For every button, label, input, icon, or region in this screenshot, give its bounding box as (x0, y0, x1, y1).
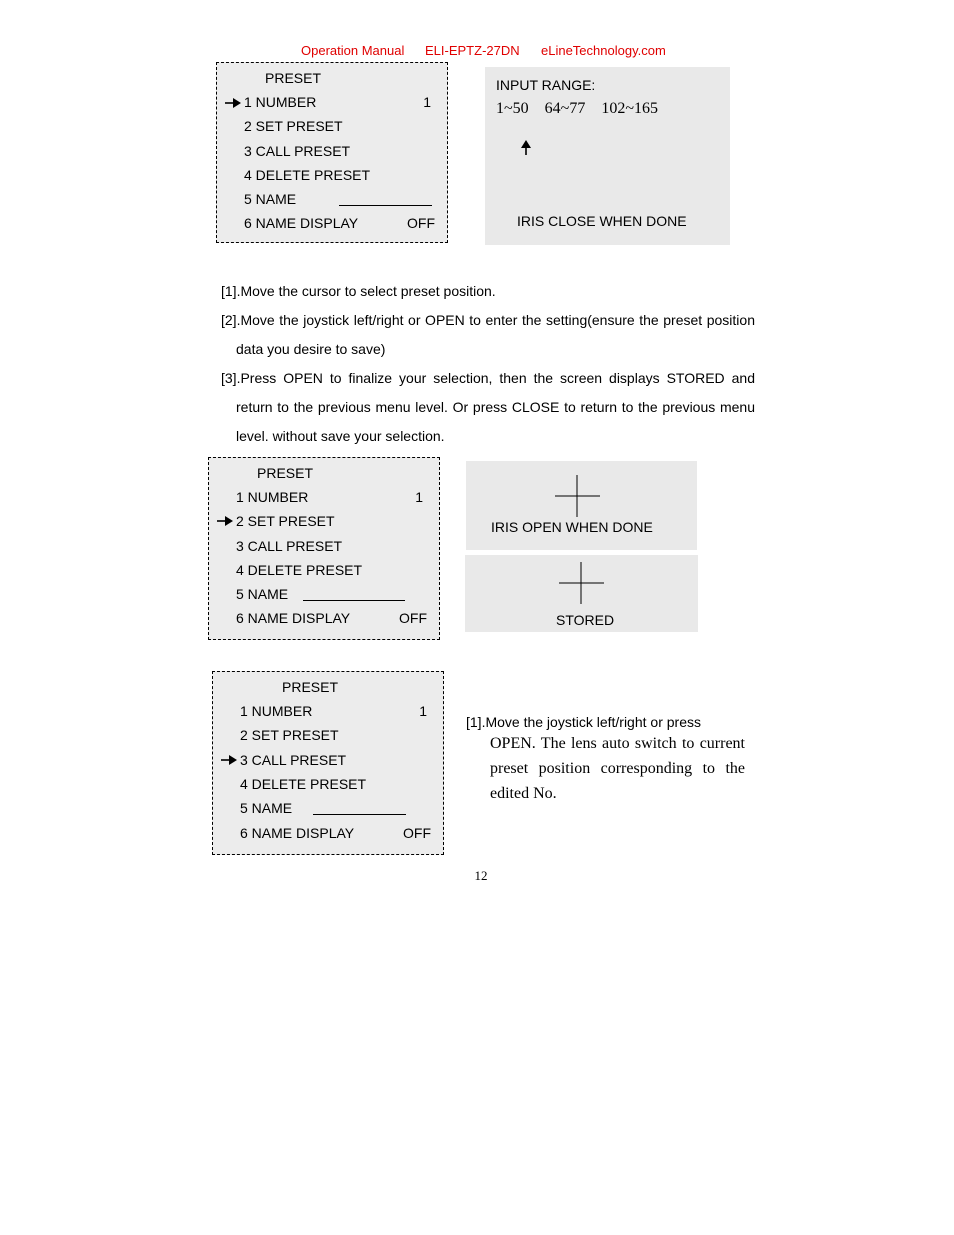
iris-open-screen (466, 461, 697, 550)
menu-item-number-value: 1 (415, 489, 423, 505)
menu-item-name-display-value: OFF (399, 610, 427, 626)
step-3-cont: return to the previous menu level. Or press CLOSE to return to the previous menu (236, 399, 755, 415)
preset-menu-set (208, 457, 440, 640)
step-3-end: level. without save your selection. (236, 428, 445, 444)
menu-item-delete-preset: 4 DELETE PRESET (240, 776, 367, 792)
menu-title: PRESET (265, 70, 322, 86)
menu-item-name: 5 NAME (240, 800, 293, 816)
iris-close-message: IRIS CLOSE WHEN DONE (517, 213, 687, 229)
step-1: [1].Move the cursor to select preset position. (221, 283, 496, 299)
menu-item-name-display-value: OFF (403, 825, 431, 841)
call-note-line4: edited No. (490, 785, 557, 802)
cursor-arrow-icon (221, 754, 237, 766)
menu-item-number-value: 1 (419, 703, 427, 719)
menu-item-name-display-value: OFF (407, 215, 435, 231)
menu-title: PRESET (282, 679, 339, 695)
instructions (221, 277, 755, 451)
input-range-heading: INPUT RANGE: (496, 77, 596, 93)
stored-message: STORED (556, 612, 615, 628)
menu-item-name: 5 NAME (244, 191, 297, 207)
name-blank-line (313, 814, 406, 815)
menu-item-number: 1 NUMBER (240, 703, 313, 719)
cursor-arrow-icon (225, 97, 241, 109)
menu-item-number: 1 NUMBER (244, 94, 317, 110)
crosshair-icon (555, 475, 600, 517)
step-2-cont: data you desire to save) (236, 341, 386, 357)
menu-item-delete-preset: 4 DELETE PRESET (244, 167, 371, 183)
crosshair-icon (559, 562, 604, 604)
menu-item-number-value: 1 (423, 94, 431, 110)
header-site: eLineTechnology.com (541, 43, 666, 58)
call-note-line3: preset position corresponding to the (490, 760, 745, 777)
menu-item-call-preset: 3 CALL PRESET (236, 538, 343, 554)
call-note-line1: [1].Move the joystick left/right or press (466, 714, 701, 730)
menu-item-call-preset: 3 CALL PRESET (244, 143, 351, 159)
header-manual: Operation Manual (301, 43, 405, 58)
menu-item-call-preset: 3 CALL PRESET (240, 752, 347, 768)
menu-item-number: 1 NUMBER (236, 489, 309, 505)
menu-item-name-display: 6 NAME DISPLAY (240, 825, 355, 841)
step-2: [2].Move the joystick left/right or OPEN to enter the setting(ensure the preset position (221, 312, 755, 328)
header-model: ELI-EPTZ-27DN (425, 43, 520, 58)
call-preset-note (466, 713, 745, 806)
menu-item-name: 5 NAME (236, 586, 289, 602)
menu-item-name-display: 6 NAME DISPLAY (236, 610, 351, 626)
name-blank-line (303, 600, 405, 601)
menu-item-set-preset: 2 SET PRESET (244, 118, 343, 134)
menu-item-set-preset: 2 SET PRESET (240, 727, 339, 743)
stored-screen (465, 555, 698, 632)
cursor-arrow-icon (217, 515, 233, 527)
step-3: [3].Press OPEN to finalize your selection, then the screen displays STORED and (221, 370, 755, 386)
iris-open-message: IRIS OPEN WHEN DONE (491, 519, 653, 535)
preset-menu-number (216, 62, 448, 243)
input-range-screen (485, 67, 730, 245)
call-note-line2: OPEN. The lens auto switch to current (490, 735, 745, 752)
up-arrow-icon (521, 140, 531, 155)
page-number: 12 (474, 868, 488, 883)
preset-menu-call (212, 671, 444, 855)
name-blank-line (339, 205, 432, 206)
input-range-values: 1~50 64~77 102~165 (496, 100, 658, 117)
menu-item-delete-preset: 4 DELETE PRESET (236, 562, 363, 578)
menu-item-set-preset: 2 SET PRESET (236, 513, 335, 529)
menu-title: PRESET (257, 465, 314, 481)
menu-item-name-display: 6 NAME DISPLAY (244, 215, 359, 231)
